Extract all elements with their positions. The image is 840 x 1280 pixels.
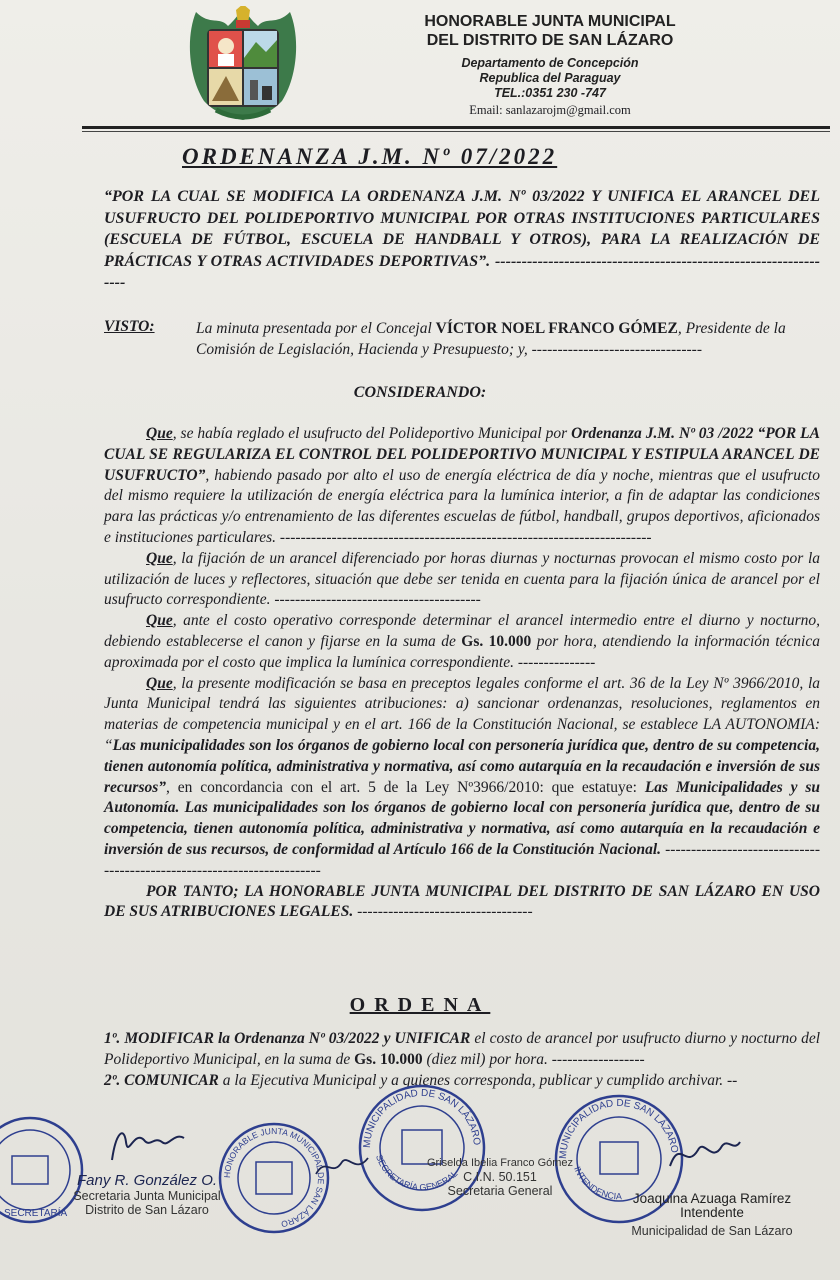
que-label: Que — [146, 425, 173, 442]
secretaria-general-handwritten-signature — [312, 1148, 372, 1184]
intendente-name: Joaquina Azuaga Ramírez — [632, 1191, 792, 1206]
art2-text-a: a la Ejecutiva Municipal y a quienes corresponda, publicar y cumplido archivar. -- — [218, 1072, 738, 1089]
por-tanto-paragraph — [104, 882, 820, 924]
intendente-handwritten-signature — [664, 1130, 744, 1180]
visto-label: VISTO: — [104, 318, 155, 335]
p3-text-b: por hora, atendiendo la información técnica aproximada por el costo que implica la lumínica correspondiente. --------------- — [104, 632, 820, 671]
considerando-paragraph-4 — [104, 674, 820, 882]
institution-header — [395, 12, 705, 118]
por-tanto-text: POR TANTO; LA HONORABLE JUNTA MUNICIPAL DEL DISTRITO DE SAN LÁZARO EN USO DE SUS ATRIBUCIONES LEGALES. — [104, 882, 820, 921]
secretaria-name: Fany R. González O. — [76, 1172, 218, 1189]
seal-3-top-text: MUNICIPALIDAD DE SAN LÁZARO — [361, 1087, 483, 1149]
visto-text-b: , Presidente de la Comisión de Legislación, Hacienda y Presupuesto; y, --------------------------------- — [196, 320, 786, 358]
seal-2-text: HONORABLE JUNTA MUNICIPAL DE SAN LÁZARO — [221, 1125, 327, 1230]
p3-text-a: , ante el costo operativo corresponde determinar el arancel intermedio entre el diurno y nocturno, debiendo establecerse el canon y fijarse en la suma de — [104, 612, 820, 650]
p4-text-a: , la presente modificación se basa en preceptos legales conforme el art. 36 de la Ley Nº 3966/2010, la Junta Municipal tendrá las siguientes atribuciones: a) sancionar ordenanzas, resoluciones, reglamentos en materias de competencia municipal y en el art. 166 de la Constitución Nacional, se establece LA AUTONOMIA: “ — [104, 674, 820, 754]
secretaria-role-2: Distrito de San Lázaro — [85, 1203, 209, 1217]
p2-text-a: , la fijación de un arancel diferenciado por horas diurnas y nocturnas provocan el mismo costo por la utilización de luces y reflectores, situación que debe ser tenida en cuenta para la fijación única de arancel por el usufructo correspondiente. ---------------------------------------- — [104, 549, 820, 609]
art1-number: 1º. MODIFICAR — [104, 1030, 214, 1047]
visto-text-a: La minuta presentada por el Concejal — [196, 320, 436, 337]
intendente-org: Municipalidad de San Lázaro — [631, 1224, 793, 1238]
art1-text-a: la — [213, 1030, 235, 1047]
secretaria-role-1: Secretaria Junta Municipal — [73, 1189, 221, 1203]
por-tanto-tail: ---------------------------------- — [353, 903, 533, 921]
considerando-body — [104, 424, 820, 923]
p1-ordinance-ref: Ordenanza J.M. Nº 03 /2022 “POR LA CUAL SE REGULARIZA EL CONTROL DEL POLIDEPORTIVO MUNICIPAL Y ESTIPULA ARANCEL DE USUFRUCTO” — [104, 425, 820, 484]
secretaria-signature-block — [62, 1172, 232, 1217]
seal-1-text: SECRETARÍA — [4, 1208, 68, 1219]
svg-text:MUNICIPALIDAD DE SAN LÁZARO — [362, 1088, 482, 1148]
considerando-paragraph-1 — [104, 424, 820, 549]
email-label: Email: sanlazarojm@gmail.com — [469, 103, 631, 117]
seal-4-top-text: MUNICIPALIDAD DE SAN LÁZARO — [557, 1097, 680, 1160]
p4-text-c: ------------------------------------------------------------------------ — [104, 840, 820, 879]
seal-3-bottom-text: SECRETARÍA GENERAL — [374, 1153, 460, 1193]
secretaria-handwritten-signature — [104, 1122, 194, 1172]
secretaria-general-role: Secretaria General — [447, 1184, 553, 1198]
que-label: Que — [146, 674, 173, 692]
visto-text — [196, 318, 820, 360]
header-divider — [82, 126, 830, 129]
art1-text-c: el costo de arancel por usufructo diurno y nocturno del Polideportivo Municipal, en la suma de — [104, 1030, 821, 1068]
considerando-heading: CONSIDERANDO: — [353, 384, 487, 401]
phone-label: TEL.:0351 230 -747 — [494, 86, 606, 100]
secretaria-general-signature-block — [420, 1156, 580, 1198]
considerando-paragraph-3 — [104, 611, 820, 673]
country-label: Republica del Paraguay — [479, 71, 621, 85]
secretaria-general-id: C.I.N. 50.151 — [463, 1170, 537, 1184]
que-label: Que — [146, 549, 173, 567]
svg-text:MUNICIPALIDAD DE SAN LÁZARO — [558, 1098, 680, 1159]
ordinance-title: ORDENANZA J.M. Nº 07/2022 — [182, 144, 558, 169]
art1-text-d: (diez mil) por hora. ------------------ — [422, 1051, 645, 1068]
p1-text-b: , habiendo pasado por alto el uso de energía eléctrica de día y noche, mientras que el usufructo del mismo requiere la utilización de energía eléctrica para la lumínica interior, a fin de adaptar las condiciones para las prácticas y/o entrenamiento de las diferentes escuelas de fútbol, handball, grupos deportivos, aficionados e instituciones particulares. ------------------------------------------------------------------------ — [104, 466, 820, 546]
considerando-paragraph-2 — [104, 549, 820, 611]
p3-amount: Gs. 10.000 — [461, 632, 532, 650]
art1-text-b: Ordenanza Nº 03/2022 y UNIFICAR — [234, 1030, 471, 1047]
que-label: Que — [146, 612, 173, 630]
intendente-signature-block — [622, 1192, 802, 1238]
p4-quote-2: Las Municipalidades y su Autonomía. Las municipalidades son los órganos de gobierno local con personería jurídica que, dentro de su competencia, tienen autonomía política, administrativa y normativa, así como autarquía en la recaudación e inversión de sus recursos, de conformidad al Artículo 166 de la Constitución Nacional. — [104, 778, 820, 858]
art1-amount: Gs. 10.000 — [354, 1051, 423, 1068]
department-label: Departamento de Concepción — [461, 56, 639, 70]
p1-text-a: , se había reglado el usufructo del Polideportivo Municipal por — [172, 425, 572, 442]
councillor-name: VÍCTOR NOEL FRANCO GÓMEZ — [435, 320, 678, 337]
p4-text-b: , en concordancia con el art. 5 de la Ley Nº3966/2010: que estatuye: — [166, 778, 645, 796]
seal-4-bottom-text: INTENDENCIA — [572, 1165, 622, 1202]
ordena-heading: ORDENA — [349, 994, 491, 1016]
art2-number: 2º. COMUNICAR — [104, 1072, 219, 1089]
ordinance-subject: “POR LA CUAL SE MODIFICA LA ORDENANZA J.M. Nº 03/2022 Y UNIFICA EL ARANCEL DEL USUFRUCTO DEL POLIDEPORTIVO MUNICIPAL POR OTRAS INSTITUCIONES PARTICULARES (ESCUELA DE FÚTBOL, ESCUELA DE HANDBALL Y OTROS), PARA LA REALIZACIÓN DE PRÁCTICAS Y OTRAS ACTIVIDADES DEPORTIVAS”. ----------------------------------------------------------------- — [104, 188, 820, 291]
coat-of-arms-logo — [186, 6, 300, 122]
secretaria-general-name: Griselda Ibelia Franco Gómez — [426, 1157, 574, 1169]
article-1 — [104, 1028, 820, 1070]
institution-name-line2: DEL DISTRITO DE SAN LÁZARO — [426, 32, 674, 49]
header-divider-thin — [82, 131, 830, 132]
intendente-role: Intendente — [680, 1205, 744, 1220]
p4-quote-1: Las municipalidades son los órganos de gobierno local con personería jurídica que, dentro de su competencia, tienen autonomía política, administrativa y normativa, así como autarquía en la recaudación e inversión de sus recursos” — [104, 736, 820, 796]
institution-name-line1: HONORABLE JUNTA MUNICIPAL — [424, 13, 676, 30]
